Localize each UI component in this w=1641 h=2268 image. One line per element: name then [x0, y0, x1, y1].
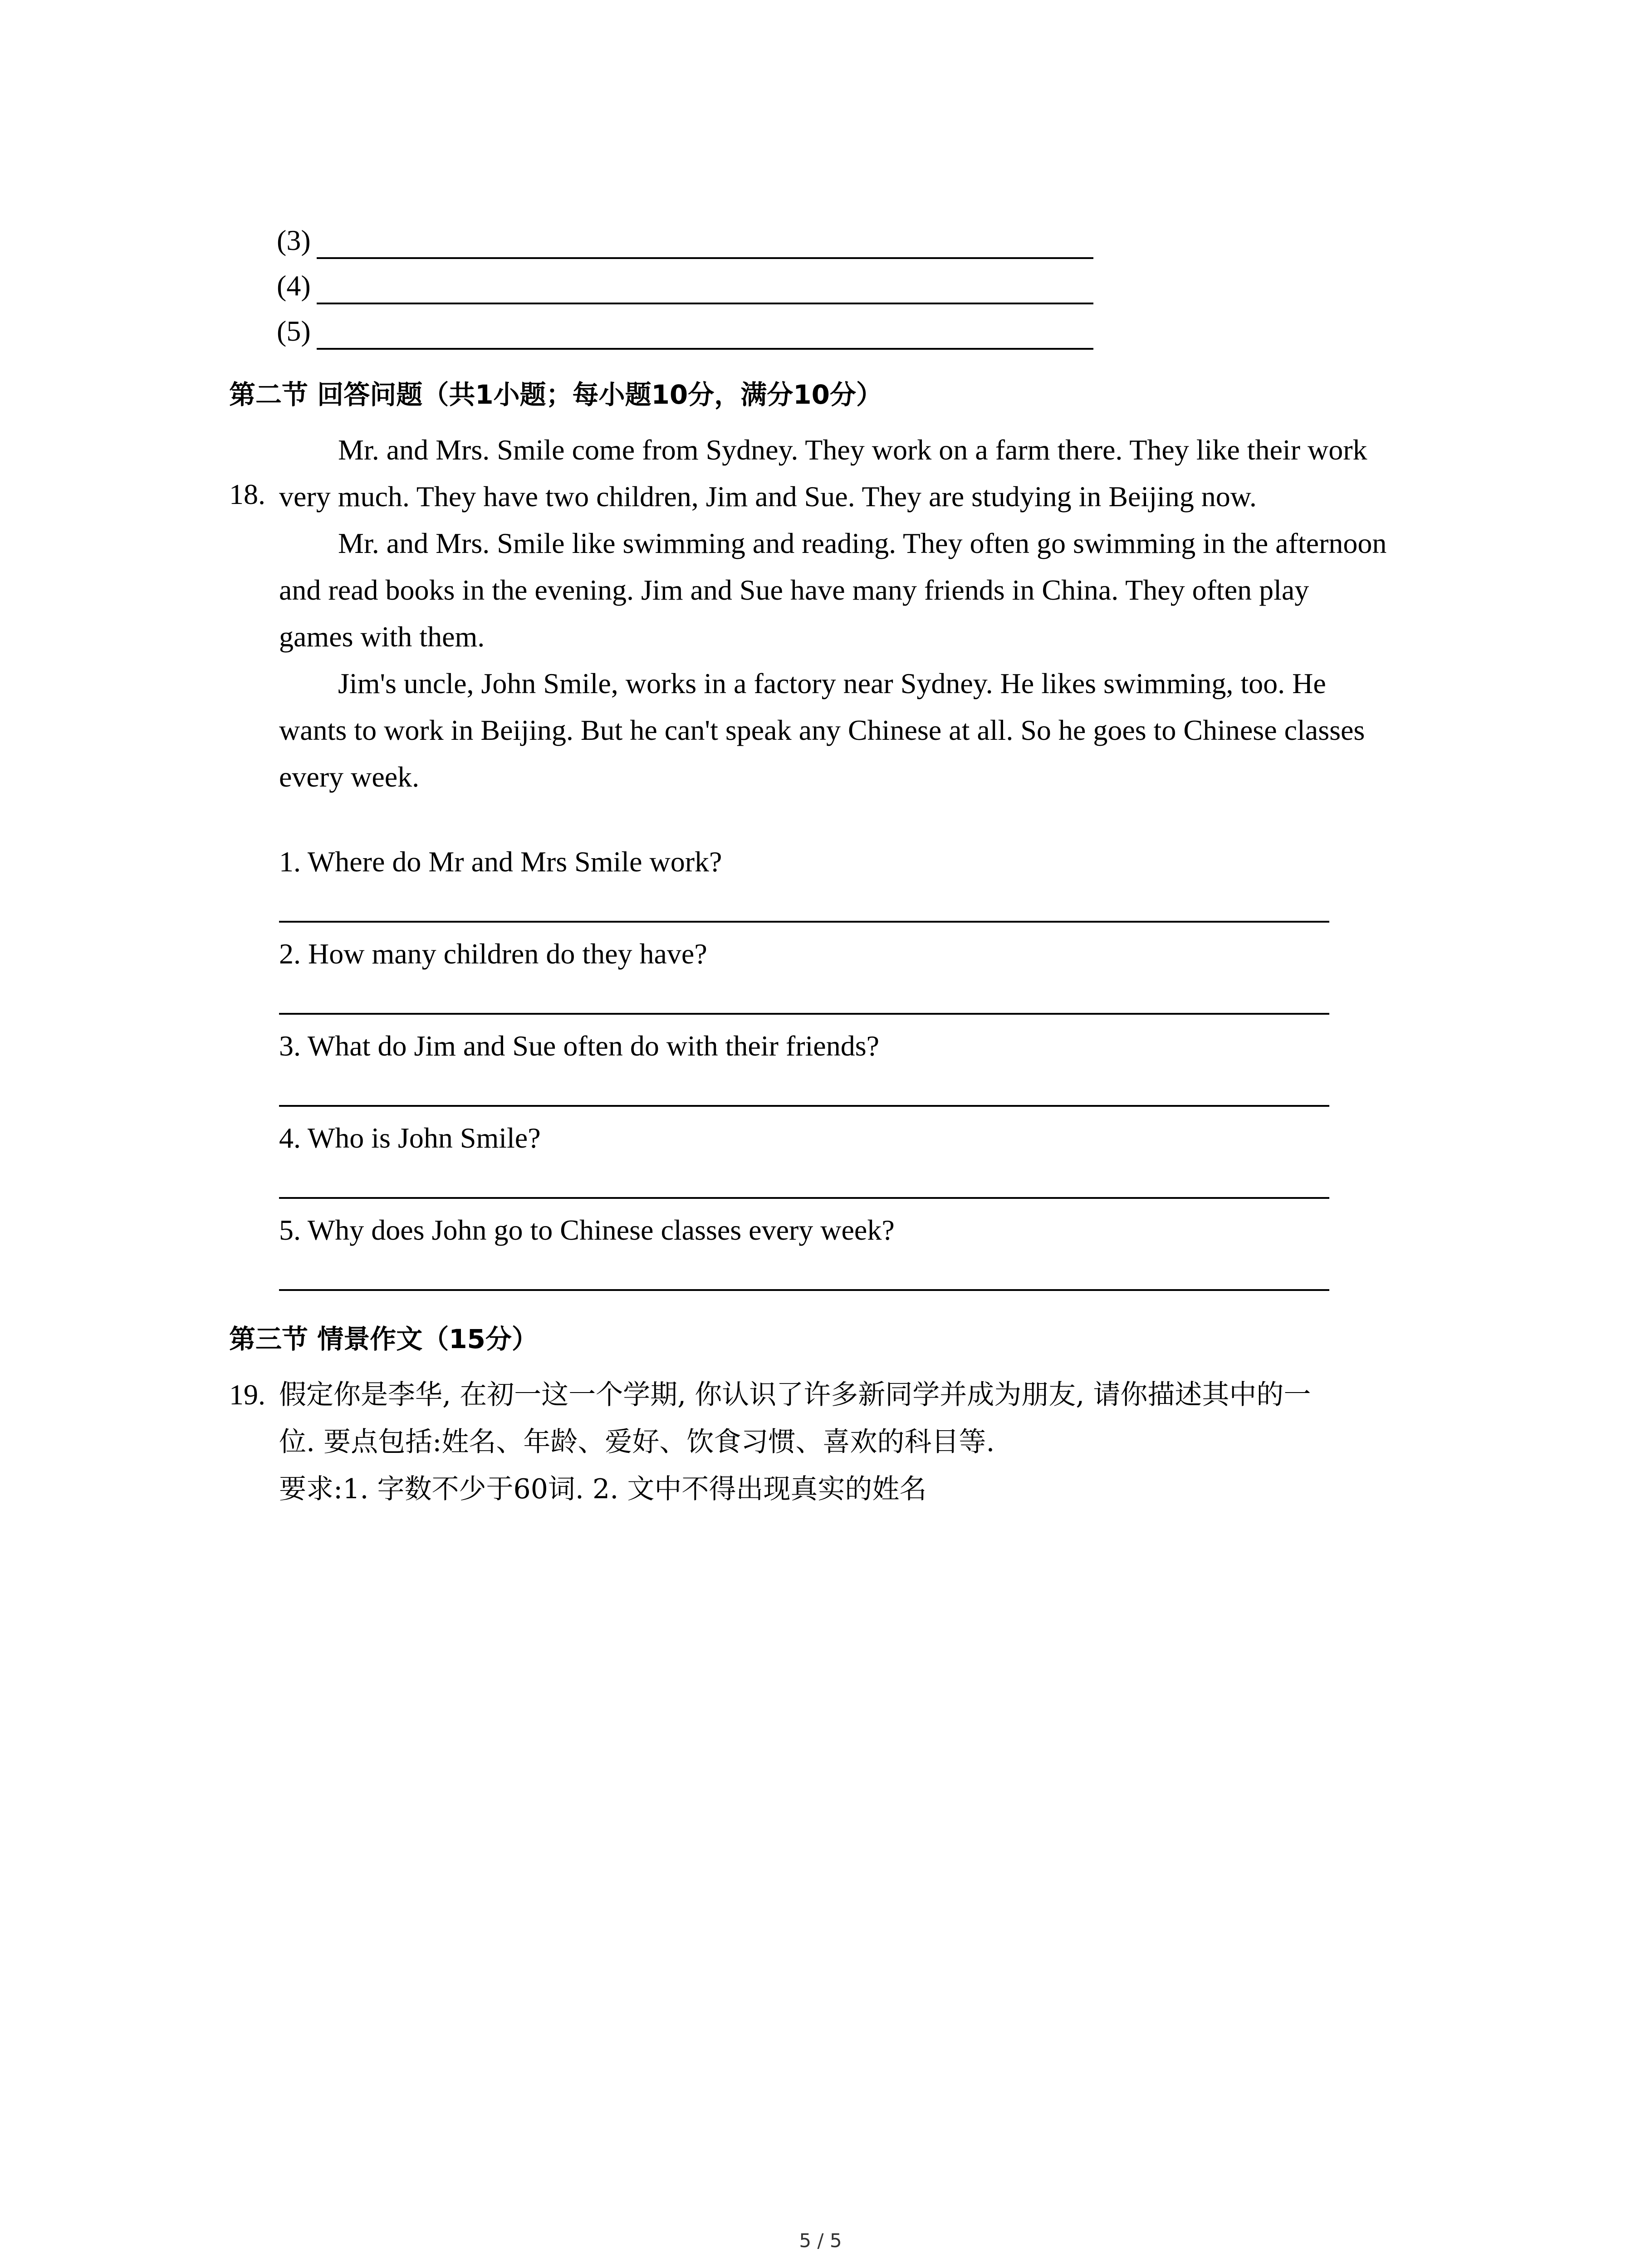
- question-number-18: 18.: [229, 478, 265, 510]
- writing-prompt-line-1: 假定你是李华, 在初一这一个学期, 你认识了许多新同学并成为朋友, 请你描述其中的一: [279, 1379, 1311, 1411]
- blank-line: [317, 257, 1093, 259]
- answer-line-1[interactable]: [279, 921, 1329, 923]
- writing-requirements: 要求:1. 字数不少于60词. 2. 文中不得出现真实的姓名: [279, 1473, 927, 1505]
- answer-line-2[interactable]: [279, 1013, 1329, 1015]
- question-4: 4. Who is John Smile?: [279, 1122, 541, 1154]
- question-number-19: 19.: [229, 1378, 265, 1411]
- passage-line: Jim's uncle, John Smile, works in a factory near Sydney. He likes swimming, too. He: [338, 667, 1326, 699]
- passage-line: every week.: [279, 761, 420, 793]
- answer-line-4[interactable]: [279, 1197, 1329, 1199]
- passage-line: games with them.: [279, 621, 485, 653]
- passage-line: wants to work in Beijing. But he can't speak any Chinese at all. So he goes to Chinese classes: [279, 714, 1365, 746]
- section-2-title: 第二节 回答问题（共1小题；每小题10分，满分10分）: [229, 379, 882, 410]
- blank-line: [317, 303, 1093, 304]
- blank-line: [317, 348, 1093, 350]
- answer-line-5[interactable]: [279, 1289, 1329, 1291]
- writing-prompt-line-2: 位. 要点包括:姓名、年龄、爱好、饮食习惯、喜欢的科目等.: [279, 1426, 995, 1458]
- question-2: 2. How many children do they have?: [279, 938, 707, 970]
- answer-line-3[interactable]: [279, 1105, 1329, 1107]
- reading-passage: [279, 426, 1459, 800]
- answer-blank-3[interactable]: [277, 220, 1093, 261]
- passage-line: Mr. and Mrs. Smile like swimming and reading. They often go swimming in the afternoon: [338, 527, 1387, 559]
- section-3-title: 第三节 情景作文（15分）: [229, 1324, 538, 1354]
- passage-line: very much. They have two children, Jim and Sue. They are studying in Beijing now.: [279, 480, 1257, 513]
- answer-blank-4[interactable]: [277, 265, 1093, 306]
- blank-label: (4): [277, 269, 311, 302]
- answer-blank-5[interactable]: [277, 311, 1093, 352]
- passage-line: and read books in the evening. Jim and Sue have many friends in China. They often play: [279, 574, 1309, 606]
- question-3: 3. What do Jim and Sue often do with their friends?: [279, 1030, 879, 1062]
- blank-label: (3): [277, 224, 311, 256]
- question-1: 1. Where do Mr and Mrs Smile work?: [279, 846, 722, 878]
- blank-label: (5): [277, 315, 311, 347]
- question-5: 5. Why does John go to Chinese classes every week?: [279, 1214, 895, 1246]
- passage-line: Mr. and Mrs. Smile come from Sydney. They work on a farm there. They like their work: [338, 434, 1367, 466]
- page-number: 5 / 5: [799, 2229, 842, 2252]
